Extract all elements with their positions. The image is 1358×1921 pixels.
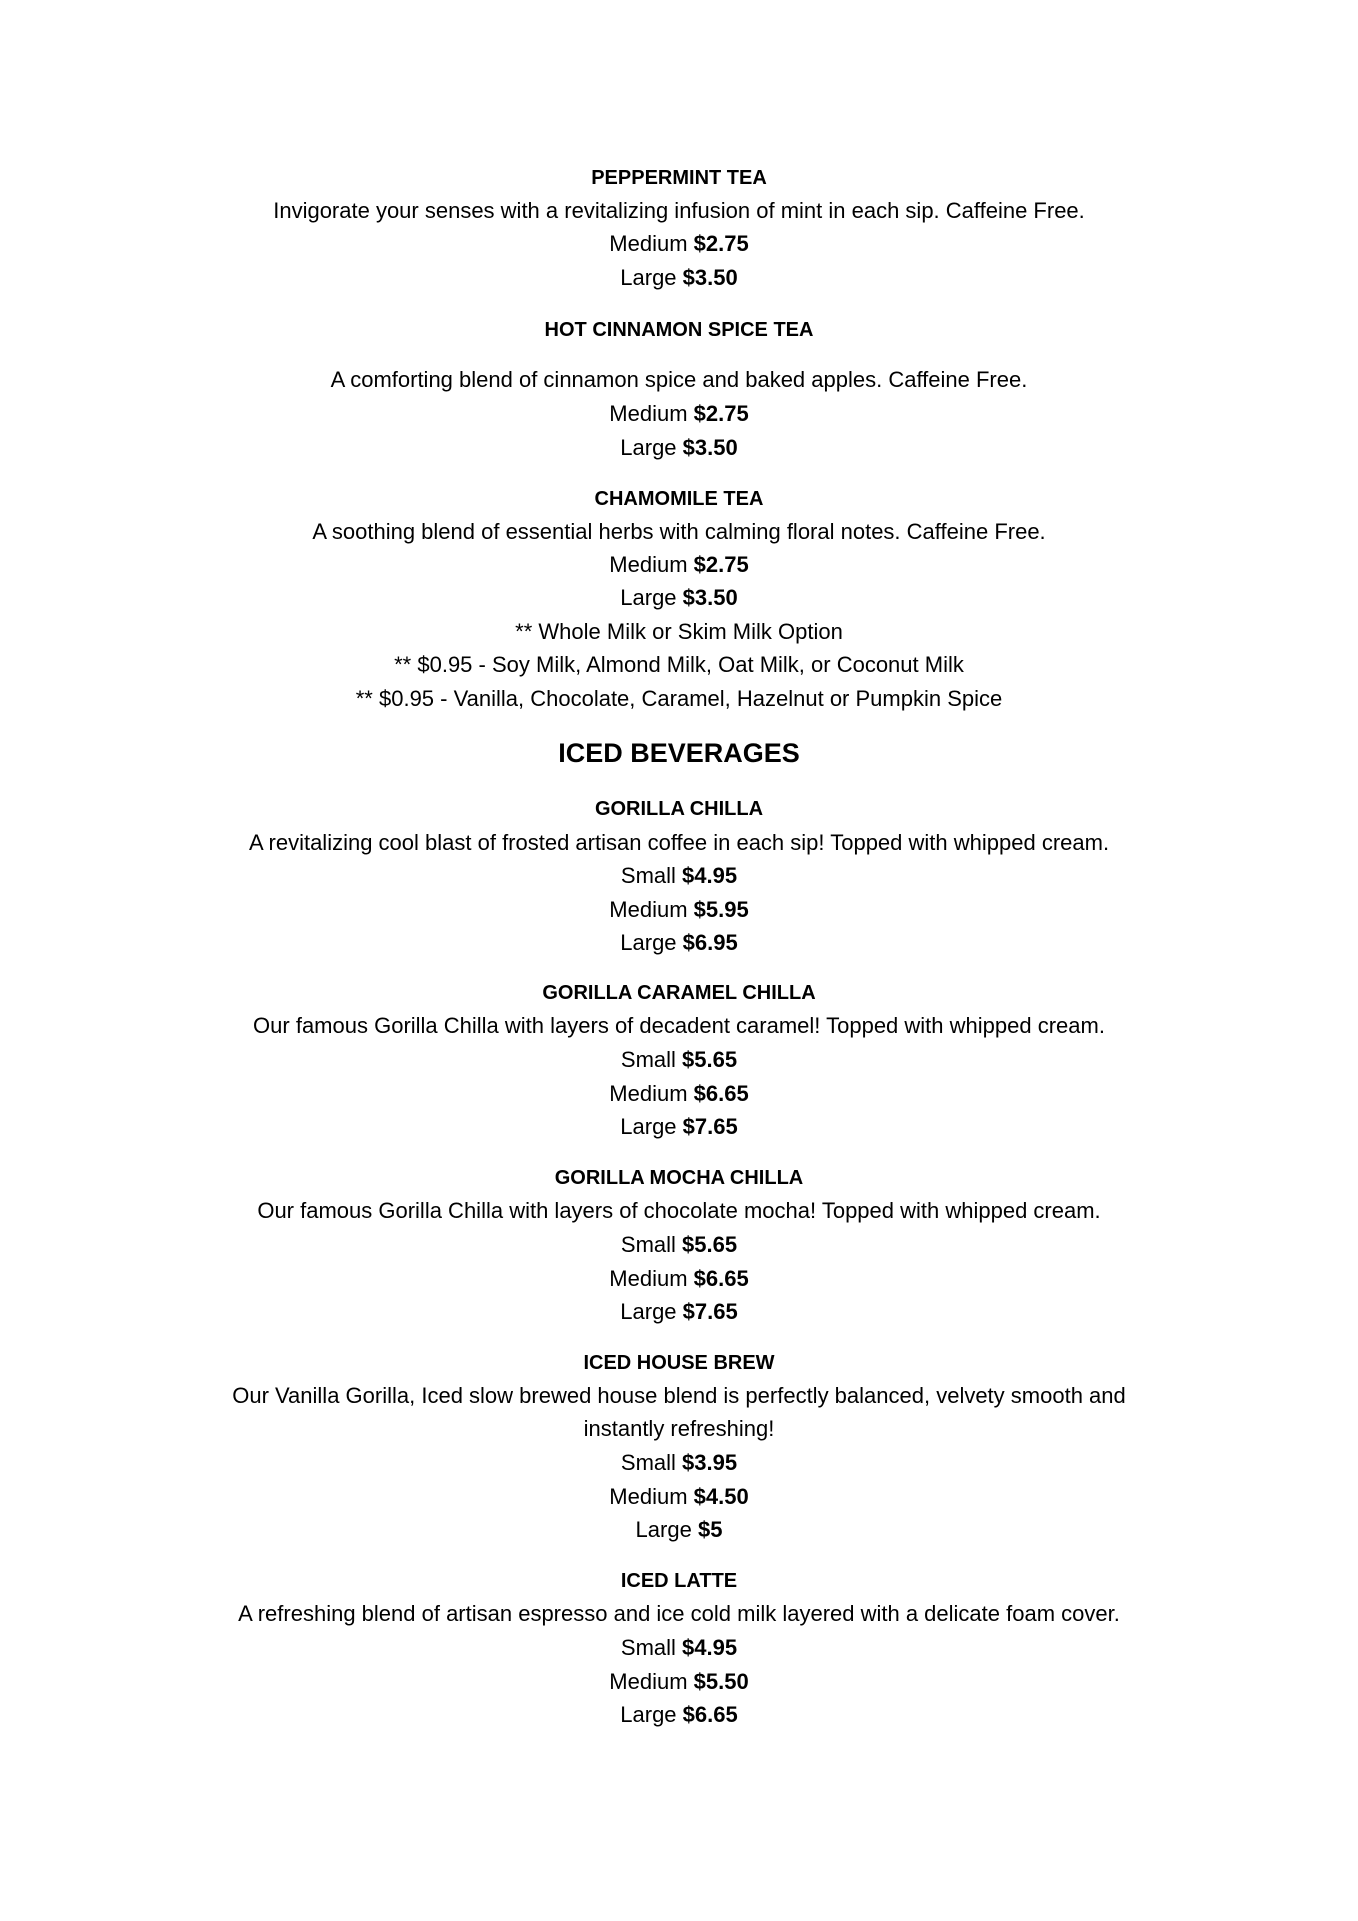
size-label: Large	[635, 1517, 692, 1542]
price: $5.65	[682, 1232, 738, 1257]
size-label: Small	[620, 1635, 676, 1660]
price: $3.50	[682, 435, 738, 460]
option-note: ** Whole Milk or Skim Milk Option	[515, 619, 843, 644]
size-label: Small	[620, 1450, 676, 1475]
price: $6.65	[693, 1081, 749, 1106]
item-title: PEPPERMINT TEA	[591, 167, 767, 189]
size-label: Medium	[609, 1081, 688, 1106]
price: $5.65	[682, 1047, 738, 1072]
item-description: A revitalizing cool blast of frosted artisan coffee in each sip! Topped with whipped cream.	[248, 830, 1110, 855]
price-line	[0, 265, 1358, 291]
size-label: Medium	[609, 401, 688, 426]
item-description: Invigorate your senses with a revitalizing infusion of mint in each sip. Caffeine Free.	[273, 198, 1085, 223]
price-line	[0, 401, 1358, 427]
size-label: Small	[620, 1047, 676, 1072]
price-line	[0, 1232, 1358, 1258]
item-description: instantly refreshing!	[583, 1416, 775, 1441]
price-line	[0, 552, 1358, 578]
price: $2.75	[693, 552, 749, 577]
option-note: ** $0.95 - Vanilla, Chocolate, Caramel, Hazelnut or Pumpkin Spice	[355, 686, 1003, 711]
price-line	[0, 1450, 1358, 1476]
price: $2.75	[693, 231, 749, 256]
item-description: Our famous Gorilla Chilla with layers of decadent caramel! Topped with whipped cream.	[253, 1013, 1105, 1038]
item-title: GORILLA CHILLA	[594, 798, 764, 820]
size-label: Medium	[609, 231, 688, 256]
price: $6.95	[682, 930, 738, 955]
price-line	[0, 1484, 1358, 1510]
price-line	[0, 1517, 1358, 1543]
price: $2.75	[693, 401, 749, 426]
price-line	[0, 435, 1358, 461]
size-label: Medium	[609, 897, 688, 922]
price-line	[0, 585, 1358, 611]
size-label: Medium	[609, 1266, 688, 1291]
price: $4.95	[682, 1635, 738, 1660]
price: $7.65	[682, 1299, 738, 1324]
price: $4.95	[682, 863, 738, 888]
price-line	[0, 930, 1358, 956]
price: $3.95	[682, 1450, 738, 1475]
item-description: Our famous Gorilla Chilla with layers of chocolate mocha! Topped with whipped cream.	[257, 1198, 1101, 1223]
size-label: Large	[620, 585, 677, 610]
price-line	[0, 1266, 1358, 1292]
size-label: Medium	[609, 1669, 688, 1694]
size-label: Large	[620, 1702, 677, 1727]
size-label: Large	[620, 1299, 677, 1324]
size-label: Large	[620, 265, 677, 290]
size-label: Medium	[609, 552, 688, 577]
price-line	[0, 1081, 1358, 1107]
price-line	[0, 1299, 1358, 1325]
item-description: A soothing blend of essential herbs with calming floral notes. Caffeine Free.	[312, 519, 1046, 544]
price-line	[0, 1702, 1358, 1728]
price: $5.95	[693, 897, 749, 922]
price: $7.65	[682, 1114, 738, 1139]
size-label: Large	[620, 435, 677, 460]
price-line	[0, 1114, 1358, 1140]
item-title: GORILLA MOCHA CHILLA	[554, 1167, 804, 1189]
item-title: HOT CINNAMON SPICE TEA	[544, 319, 814, 341]
option-note: ** $0.95 - Soy Milk, Almond Milk, Oat Milk, or Coconut Milk	[394, 652, 964, 677]
item-title: CHAMOMILE TEA	[594, 488, 764, 510]
price-line	[0, 863, 1358, 889]
size-label: Large	[620, 930, 677, 955]
item-description: A refreshing blend of artisan espresso and ice cold milk layered with a delicate foam cover.	[238, 1601, 1120, 1626]
size-label: Large	[620, 1114, 677, 1139]
price-line	[0, 1669, 1358, 1695]
price: $6.65	[682, 1702, 738, 1727]
price: $6.65	[693, 1266, 749, 1291]
item-title: ICED HOUSE BREW	[583, 1352, 775, 1374]
price: $5.50	[693, 1669, 749, 1694]
size-label: Small	[620, 863, 676, 888]
item-description: Our Vanilla Gorilla, Iced slow brewed house blend is perfectly balanced, velvety smooth and	[232, 1383, 1126, 1408]
item-description: A comforting blend of cinnamon spice and baked apples. Caffeine Free.	[330, 367, 1028, 392]
price: $4.50	[693, 1484, 749, 1509]
item-title: ICED LATTE	[620, 1570, 738, 1592]
price-line	[0, 1047, 1358, 1073]
price-line	[0, 1635, 1358, 1661]
size-label: Medium	[609, 1484, 688, 1509]
price-line	[0, 231, 1358, 257]
price: $3.50	[682, 265, 738, 290]
section-heading: ICED BEVERAGES	[558, 738, 800, 768]
price-line	[0, 897, 1358, 923]
price: $5	[697, 1517, 723, 1542]
size-label: Small	[620, 1232, 676, 1257]
item-title: GORILLA CARAMEL CHILLA	[542, 982, 816, 1004]
price: $3.50	[682, 585, 738, 610]
